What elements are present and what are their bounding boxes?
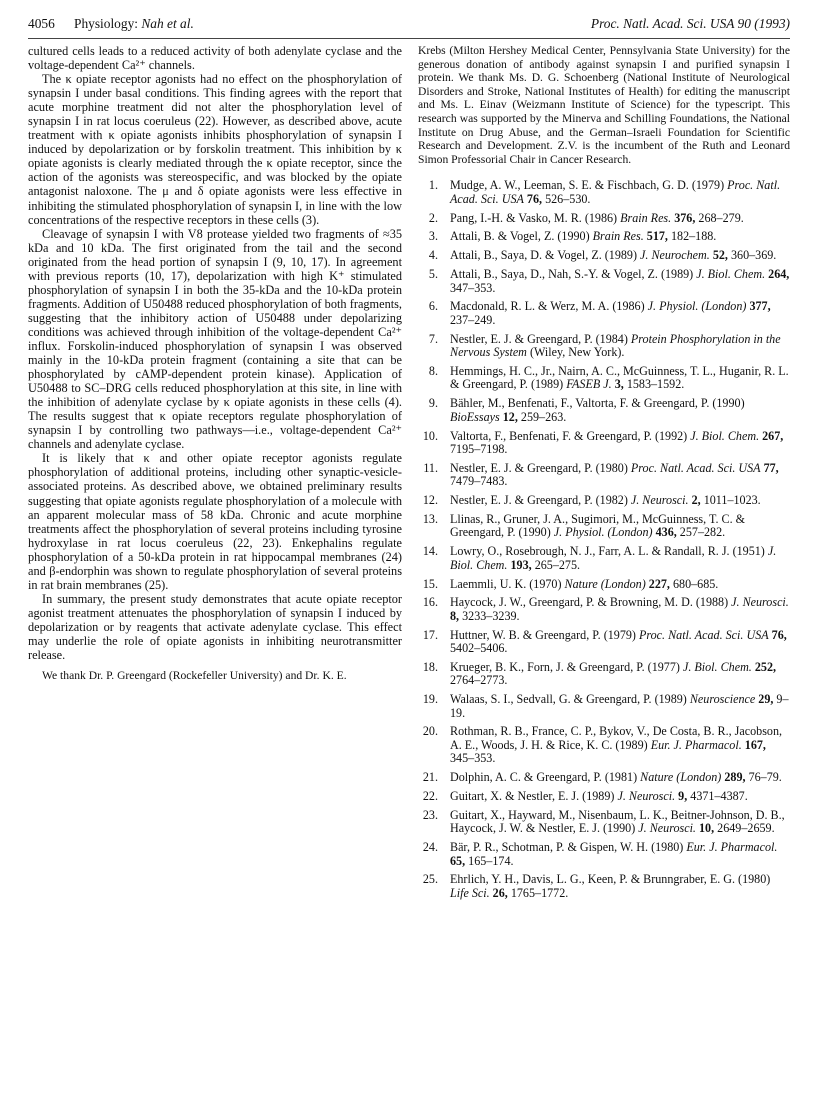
reference-journal: J. Biol. Chem. xyxy=(450,544,777,572)
reference-journal: Nature (London) xyxy=(564,576,646,591)
reference-number: 17. xyxy=(422,627,438,642)
reference-item xyxy=(418,333,790,360)
reference-number: 3. xyxy=(428,229,438,244)
reference-journal: Neuroscience xyxy=(689,692,756,707)
reference-number: 23. xyxy=(422,807,438,822)
header-rule xyxy=(28,38,790,39)
reference-number: 4. xyxy=(428,248,438,263)
reference-authors: Attali, B. & Vogel, Z. (1990) xyxy=(450,229,590,244)
reference-volume: 289, xyxy=(724,770,746,785)
reference-item xyxy=(418,462,790,489)
reference-authors: Bähler, M., Benfenati, F., Valtorta, F. & Greengard, P. (1990) xyxy=(450,396,745,411)
reference-authors: Guitart, X. & Nestler, E. J. (1989) xyxy=(450,789,615,804)
reference-authors: Macdonald, R. L. & Werz, M. A. (1986) xyxy=(450,299,645,314)
reference-volume: 26, xyxy=(492,885,508,900)
reference-pages: 1765–1772. xyxy=(510,885,569,900)
reference-journal: Life Sci. xyxy=(450,885,490,900)
reference-volume: 8, xyxy=(450,608,460,623)
reference-authors: Attali, B., Saya, D. & Vogel, Z. (1989) xyxy=(450,248,637,263)
reference-authors: Nestler, E. J. & Greengard, P. (1980) xyxy=(450,460,628,475)
reference-journal: J. Biol. Chem. xyxy=(696,267,766,282)
reference-authors: Ehrlich, Y. H., Davis, L. G., Keen, P. & Brunngraber, E. G. (1980) xyxy=(450,872,771,887)
body-paragraph: Cleavage of synapsin I with V8 protease yielded two fragments of ≈35 kDa and 10 kDa. The first originated from the tail and the second originated from the head portion of synapsin I (9, 10, 17). In agreement with previous reports (10, 17), depolarization with high K⁺ stimulated phosphorylation of synapsin I in both the 35-kDa and the 10-kDa protein fragments. Addition of U50488 reduced phosphorylation of both fragments, suggesting that the inhibitory action of U50488 under depolarizing conditions was achieved through inhibition of the voltage-dependent Ca²⁺ influx. Forskolin-induced phosphorylation of synapsin I was observed mainly in the 10-kDa protein fragment (containing a site that can be phosphorylated by cAMP-dependent protein kinase). Application of U50488 to SC–DRG cells reduced phosphorylation at this site, in line with the inhibition of adenylate cyclase by κ opiate agonists in these cells (4). The results suggest that κ opiate receptors regulate phosphorylation of synapsin I by controlling two pathways—i.e., voltage-dependent Ca²⁺ channels and adenylate cyclase. xyxy=(28,226,402,452)
reference-item xyxy=(418,397,790,424)
acknowledgments: We thank Dr. P. Greengard (Rockefeller University) and Dr. K. E. xyxy=(42,669,347,683)
reference-pages: 2649–2659. xyxy=(717,821,775,836)
reference-journal: Brain Res. xyxy=(592,229,644,244)
reference-item xyxy=(418,268,790,295)
reference-volume: 377, xyxy=(749,299,771,314)
reference-journal: J. Neurosci. xyxy=(731,595,789,610)
acknowledgments-continued: Krebs (Milton Hershey Medical Center, Pennsylvania State University) for the generous donation of antibody against synapsin I and purified synapsin I protein. We thank Ms. D. G. Schoenberg (National Institute of Neurological Disorders and Stroke, National Institutes of Health) for editing the manuscript and Ms. L. Einav (Weizmann Institute of Science) for the typescript. This research was supported by the Minerva and Schilling Foundations, the National Institute on Drug Abuse, and the German–Israeli Foundation for Scientific Research and Development. Z.V. is the incumbent of the Ruth and Leonard Simon Professorial Chair in Cancer Research. xyxy=(418,44,790,166)
header-authors: Nah et al. xyxy=(141,16,194,31)
reference-journal: Proc. Natl. Acad. Sci. USA xyxy=(450,178,781,206)
reference-journal: J. Neurosci. xyxy=(638,821,696,836)
reference-authors: Valtorta, F., Benfenati, F. & Greengard, P. (1992) xyxy=(450,428,688,443)
reference-volume: 9, xyxy=(678,789,688,804)
reference-authors: Krueger, B. K., Forn, J. & Greengard, P. (1977) xyxy=(450,659,680,674)
reference-number: 2. xyxy=(428,210,438,225)
reference-pages: 347–353. xyxy=(450,280,496,295)
reference-authors: Bär, P. R., Schotman, P. & Gispen, W. H. (1980) xyxy=(450,840,684,855)
reference-item xyxy=(418,725,790,766)
reference-authors: Haycock, J. W., Greengard, P. & Browning, M. D. (1988) xyxy=(450,595,729,610)
reference-pages: 680–685. xyxy=(672,576,719,591)
reference-number: 22. xyxy=(422,789,438,804)
reference-journal: J. Biol. Chem. xyxy=(682,659,752,674)
reference-pages: 5402–5406. xyxy=(450,641,508,656)
reference-item xyxy=(418,179,790,206)
reference-number: 13. xyxy=(422,511,438,526)
reference-item xyxy=(418,300,790,327)
reference-journal: Proc. Natl. Acad. Sci. USA xyxy=(630,460,761,475)
reference-pages: 2764–2773. xyxy=(450,673,508,688)
reference-authors: Guitart, X., Hayward, M., Nisenbaum, L. K., Beitner-Johnson, D. B., Haycock, J. W. & Nestler, E. J. (1990) xyxy=(450,807,785,836)
reference-number: 19. xyxy=(422,692,438,707)
reference-volume: 2, xyxy=(691,493,701,508)
reference-pages: 257–282. xyxy=(679,525,726,540)
reference-item xyxy=(418,545,790,572)
reference-number: 5. xyxy=(428,267,438,282)
reference-pages: 1011–1023. xyxy=(703,493,761,508)
reference-number: 15. xyxy=(422,576,438,591)
reference-journal: J. Physiol. (London) xyxy=(647,299,747,314)
reference-authors: Nestler, E. J. & Greengard, P. (1984) xyxy=(450,331,628,346)
reference-journal: Protein Phosphorylation in the Nervous System xyxy=(450,331,781,360)
reference-number: 8. xyxy=(428,363,438,378)
reference-pages: 4371–4387. xyxy=(690,789,748,804)
reference-item xyxy=(418,629,790,656)
reference-number: 16. xyxy=(422,595,438,610)
body-paragraph: In summary, the present study demonstrates that acute opiate receptor agonist treatment attenuates the phosphorylation of synapsin I induced by depolarization or by reagents that activate adenylate cyclase. This effect may underlie the role of opiate agonists in inhibiting neurotransmitter release. xyxy=(28,591,402,663)
page-number: 4056 xyxy=(28,16,55,31)
reference-volume: 267, xyxy=(762,428,784,443)
reference-volume: 227, xyxy=(648,576,670,591)
reference-pages: 345–353. xyxy=(450,751,496,766)
reference-number: 7. xyxy=(428,331,438,346)
reference-authors: Pang, I.-H. & Vasko, M. R. (1986) xyxy=(450,210,618,225)
reference-volume: 252, xyxy=(754,659,777,674)
reference-item xyxy=(418,596,790,623)
left-column xyxy=(28,44,402,683)
reference-volume: 264, xyxy=(768,267,790,282)
reference-item xyxy=(418,809,790,836)
reference-volume: 76, xyxy=(771,627,787,642)
reference-journal: Eur. J. Pharmacol. xyxy=(686,840,778,855)
reference-pages: 7195–7198. xyxy=(450,442,508,457)
reference-authors: Dolphin, A. C. & Greengard, P. (1981) xyxy=(450,770,638,785)
reference-volume: 65, xyxy=(450,853,466,868)
reference-journal: J. Neurochem. xyxy=(640,248,710,263)
reference-number: 12. xyxy=(422,493,438,508)
header-section xyxy=(74,14,194,34)
reference-volume: 52, xyxy=(712,248,728,263)
reference-number: 10. xyxy=(422,428,438,443)
reference-journal: J. Neurosci. xyxy=(617,789,676,804)
reference-volume: 193, xyxy=(510,557,532,572)
reference-list xyxy=(418,179,790,900)
reference-item xyxy=(418,693,790,720)
reference-number: 21. xyxy=(422,770,438,785)
reference-journal: Eur. J. Pharmacol. xyxy=(650,737,742,752)
reference-authors: Huttner, W. B. & Greengard, P. (1979) xyxy=(450,627,636,642)
reference-volume: 12, xyxy=(502,409,518,424)
reference-number: 9. xyxy=(428,396,438,411)
reference-authors: Walaas, S. I., Sedvall, G. & Greengard, P. (1989) xyxy=(450,692,687,707)
reference-authors: Llinas, R., Gruner, J. A., Sugimori, M., McGuinness, T. C. & Greengard, P. (1990) xyxy=(450,511,746,540)
reference-pages: 237–249. xyxy=(450,312,496,327)
reference-journal: J. Physiol. (London) xyxy=(553,525,653,540)
reference-pages: 1583–1592. xyxy=(626,377,685,392)
body-paragraph: The κ opiate receptor agonists had no effect on the phosphorylation of synapsin I under basal conditions. This finding agrees with the report that acute morphine treatment did not alter the phosphorylation level of synapsin I in rat locus coeruleus (22). However, as described above, acute treatment with κ opiate agonists inhibits phosphorylation of synapsin I induced by depolarization or by forskolin treatment. This inhibition by κ opiate agonists is clearly mediated through the κ opiate receptor, since the action of the agonists was stereospecific, and was blocked by the opiate antagonist naloxone. The μ and δ opiate agonists were less effective in inhibiting the stimulated phosphorylation of synapsin I, in line with the low concentrations of the respective receptors in these cells (3). xyxy=(28,72,402,227)
running-header xyxy=(28,14,790,34)
journal-citation: Proc. Natl. Acad. Sci. USA 90 (1993) xyxy=(590,16,790,31)
reference-item xyxy=(418,771,790,785)
reference-item xyxy=(418,212,790,226)
reference-volume: 3, xyxy=(614,377,624,392)
reference-number: 25. xyxy=(422,872,438,887)
reference-item xyxy=(418,513,790,540)
reference-pages: 259–263. xyxy=(520,409,567,424)
reference-item xyxy=(418,494,790,508)
reference-number: 18. xyxy=(422,659,438,674)
reference-pages: 182–188. xyxy=(670,229,717,244)
reference-pages: 268–279. xyxy=(698,210,744,225)
reference-number: 20. xyxy=(422,724,438,739)
reference-item xyxy=(418,365,790,392)
reference-number: 11. xyxy=(423,460,438,475)
reference-number: 1. xyxy=(428,178,438,193)
reference-pages: 265–275. xyxy=(534,557,581,572)
reference-item xyxy=(418,873,790,900)
reference-item xyxy=(418,230,790,244)
reference-volume: 436, xyxy=(655,525,677,540)
reference-pages: (Wiley, New York). xyxy=(529,345,625,360)
header-section-name: Physiology: xyxy=(74,16,138,31)
reference-item xyxy=(418,661,790,688)
reference-pages: 76–79. xyxy=(748,770,782,785)
reference-volume: 10, xyxy=(699,821,715,836)
reference-journal: BioEssays xyxy=(450,409,500,424)
reference-volume: 29, xyxy=(758,692,774,707)
reference-pages: 526–530. xyxy=(545,191,591,206)
reference-journal: Nature (London) xyxy=(640,770,722,785)
reference-pages: 165–174. xyxy=(468,853,514,868)
reference-item xyxy=(418,578,790,592)
reference-authors: Rothman, R. B., France, C. P., Bykov, V., De Costa, B. R., Jacobson, A. E., Woods, J. H. & Rice, K. C. (1989) xyxy=(450,724,783,752)
reference-item xyxy=(418,790,790,804)
reference-authors: Hemmings, H. C., Jr., Nairn, A. C., McGuinness, T. L., Huganir, R. L. & Greengard, P. (1989) xyxy=(450,363,789,392)
body-paragraph: cultured cells leads to a reduced activity of both adenylate cyclase and the voltage-dependent Ca²⁺ channels. xyxy=(28,44,402,73)
reference-authors: Lowry, O., Rosebrough, N. J., Farr, A. L. & Randall, R. J. (1951) xyxy=(450,544,765,559)
reference-journal: J. Neurosci. xyxy=(630,493,689,508)
reference-authors: Mudge, A. W., Leeman, S. E. & Fischbach, G. D. (1979) xyxy=(450,178,725,193)
reference-item xyxy=(418,249,790,263)
reference-volume: 76, xyxy=(526,191,543,206)
reference-number: 6. xyxy=(428,299,438,314)
reference-journal: FASEB J. xyxy=(566,377,612,392)
reference-volume: 517, xyxy=(646,229,668,244)
reference-authors: Attali, B., Saya, D., Nah, S.-Y. & Vogel, Z. (1989) xyxy=(450,267,694,282)
body-paragraph: It is likely that κ and other opiate receptor agonists regulate phosphorylation of additional proteins, including other synaptic-vesicle-associated proteins. As described above, we obtained preliminary results suggesting that opiate agonists regulate phosphorylation of a molecule with an apparent molecular mass of 58 kDa. Chronic and acute morphine treatments affect the phosphorylation of several proteins including tyrosine hydroxylase in rat locus coeruleus (22, 23). Enkephalins regulate phosphorylation of a 50-kDa protein in rat hippocampal membranes (24) and β-endorphin was shown to regulate phosphorylation of several proteins in rat brain membranes (25). xyxy=(28,451,402,592)
reference-pages: 3233–3239. xyxy=(462,608,520,623)
reference-item xyxy=(418,841,790,868)
reference-volume: 167, xyxy=(744,737,766,752)
reference-pages: 360–369. xyxy=(730,248,777,263)
reference-volume: 376, xyxy=(674,210,696,225)
reference-number: 24. xyxy=(422,840,438,855)
reference-pages: 9–19. xyxy=(450,692,789,720)
reference-volume: 77, xyxy=(763,460,779,475)
reference-journal: Brain Res. xyxy=(620,210,672,225)
reference-journal: Proc. Natl. Acad. Sci. USA xyxy=(638,627,769,642)
reference-pages: 7479–7483. xyxy=(450,474,508,489)
reference-journal: J. Biol. Chem. xyxy=(690,428,760,443)
reference-authors: Nestler, E. J. & Greengard, P. (1982) xyxy=(450,493,628,508)
reference-number: 14. xyxy=(422,544,438,559)
reference-authors: Laemmli, U. K. (1970) xyxy=(450,576,562,591)
reference-item xyxy=(418,430,790,457)
right-column xyxy=(418,44,790,906)
